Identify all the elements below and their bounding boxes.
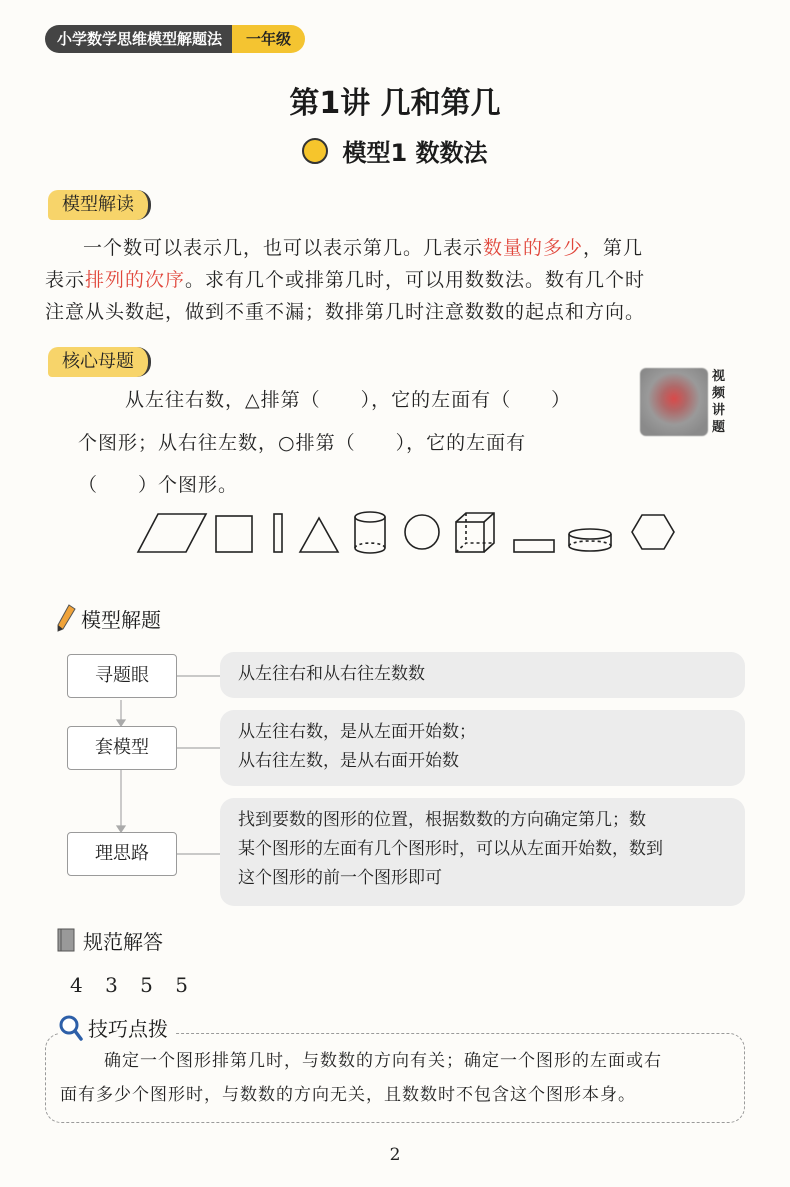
desc-line: 找到要数的图形的位置，根据数数的方向确定第几；数 — [238, 810, 646, 830]
cylinder-shape — [355, 512, 385, 553]
thin-rectangle-shape — [274, 514, 282, 552]
solution-heading — [55, 603, 161, 633]
lesson-title: 第1讲 几和第几 — [289, 86, 501, 121]
tip-line-2: 面有多少个图形时，与数数的方向无关，且数数时不包含这个图形本身。 — [60, 1085, 636, 1105]
problem-line-2: 个图形；从右往左数，○排第（ ），它的左面有 — [78, 432, 527, 454]
cube-shape — [456, 513, 494, 552]
tip-box — [45, 1033, 745, 1123]
interp-line-2 — [45, 264, 745, 296]
video-qr-code[interactable] — [640, 368, 708, 436]
text: 一个数可以表示几，也可以表示第几。几表示 — [83, 237, 484, 259]
highlight-quantity: 数量的多少 — [483, 237, 584, 259]
magnifier-icon — [58, 1014, 84, 1042]
shapes-row — [130, 508, 690, 560]
tip-line-1: 确定一个图形排第几时，与数数的方向有关；确定一个图形的左面或右 — [104, 1051, 662, 1071]
pencil-icon — [55, 603, 77, 633]
grade-badge: 一年级 — [232, 25, 305, 53]
answer-heading — [55, 925, 163, 955]
circle-shape — [405, 515, 439, 549]
text: 表示 — [45, 269, 86, 291]
series-title: 小学数学思维模型解题法 — [45, 25, 236, 53]
flat-cylinder-shape — [569, 529, 611, 551]
answer-values: 4 3 5 5 — [70, 973, 190, 997]
desc-line: 从左往右和从右往左数数 — [238, 664, 425, 684]
tip-heading-text: 技巧点拨 — [88, 1017, 168, 1041]
step-apply-model-desc — [220, 710, 745, 786]
video-label: 视频讲题 — [712, 369, 726, 435]
core-problem-tag: 核心母题 — [48, 347, 151, 377]
step-reasoning-desc — [220, 798, 745, 906]
square-shape — [216, 516, 252, 552]
problem-line-3: （ ）个图形。 — [78, 474, 239, 496]
text: 。求有几个或排第几时，可以用数数法。数有几个时 — [185, 269, 646, 291]
flat-rectangle-shape — [514, 540, 554, 552]
text: ，第几 — [583, 237, 644, 259]
notebook-icon — [55, 925, 77, 955]
hexagon-shape — [632, 515, 674, 549]
step-reasoning: 理思路 — [67, 832, 177, 876]
desc-line: 从左往右数，是从左面开始数； — [238, 722, 476, 742]
model-subtitle — [0, 133, 790, 168]
interp-line-3: 注意从头数起，做到不重不漏；数排第几时注意数数的起点和方向。 — [45, 301, 646, 323]
highlight-order: 排列的次序 — [85, 269, 186, 291]
triangle-shape — [300, 518, 338, 552]
interp-line-1 — [45, 232, 745, 264]
parallelogram-shape — [138, 514, 206, 552]
desc-line: 从右往左数，是从右面开始数 — [238, 751, 459, 771]
desc-line: 这个图形的前一个图形即可 — [238, 868, 442, 888]
step-find-key-desc — [220, 652, 745, 698]
yellow-dot-icon — [302, 138, 328, 164]
interpretation-tag: 模型解读 — [48, 190, 151, 220]
desc-line: 某个图形的左面有几个图形时，可以从左面开始数，数到 — [238, 839, 663, 859]
step-apply-model: 套模型 — [67, 726, 177, 770]
book-header — [45, 24, 305, 54]
model-subtitle-text: 模型1 数数法 — [342, 139, 488, 167]
step-find-key: 寻题眼 — [67, 654, 177, 698]
page-number: 2 — [389, 1145, 401, 1165]
tip-heading — [58, 1013, 176, 1042]
interpretation-paragraph — [45, 232, 745, 328]
solution-heading-text: 模型解题 — [81, 607, 161, 632]
answer-heading-text: 规范解答 — [83, 929, 163, 954]
problem-line-1: 从左往右数，△排第（ ），它的左面有（ ） — [125, 389, 572, 411]
